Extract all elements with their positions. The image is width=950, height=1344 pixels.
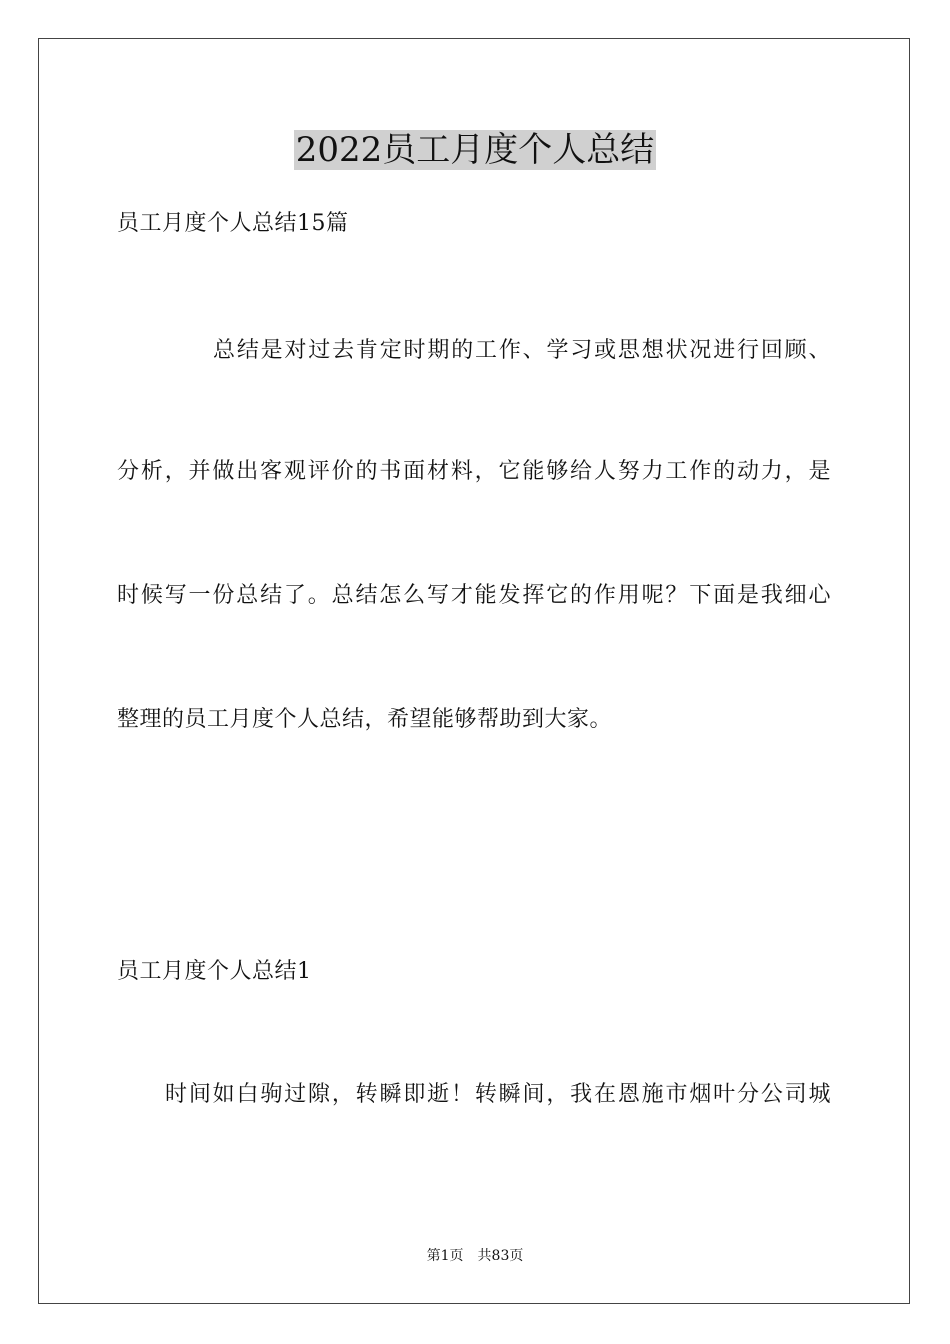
intro-line-1: 总结是对过去肯定时期的工作、学习或思想状况进行回顾、 <box>213 338 831 363</box>
section-first-line: 时间如白驹过隙，转瞬即逝！转瞬间，我在恩施市烟叶分公司城 <box>165 1082 831 1107</box>
page-footer <box>0 1246 950 1266</box>
document-title-text: 2022员工月度个人总结 <box>295 130 655 170</box>
intro-line-3: 时候写一份总结了。总结怎么写才能发挥它的作用呢？下面是我细心 <box>117 583 831 608</box>
intro-line-4: 整理的员工月度个人总结，希望能够帮助到大家。 <box>117 707 613 732</box>
intro-line-2: 分析，并做出客观评价的书面材料，它能够给人努力工作的动力，是 <box>117 459 831 484</box>
page-total: 共83页 <box>477 1248 524 1264</box>
section-heading: 员工月度个人总结1 <box>117 959 312 984</box>
page-number: 第1页 <box>426 1248 464 1264</box>
document-title <box>0 128 950 172</box>
document-subtitle: 员工月度个人总结15篇 <box>117 211 349 236</box>
